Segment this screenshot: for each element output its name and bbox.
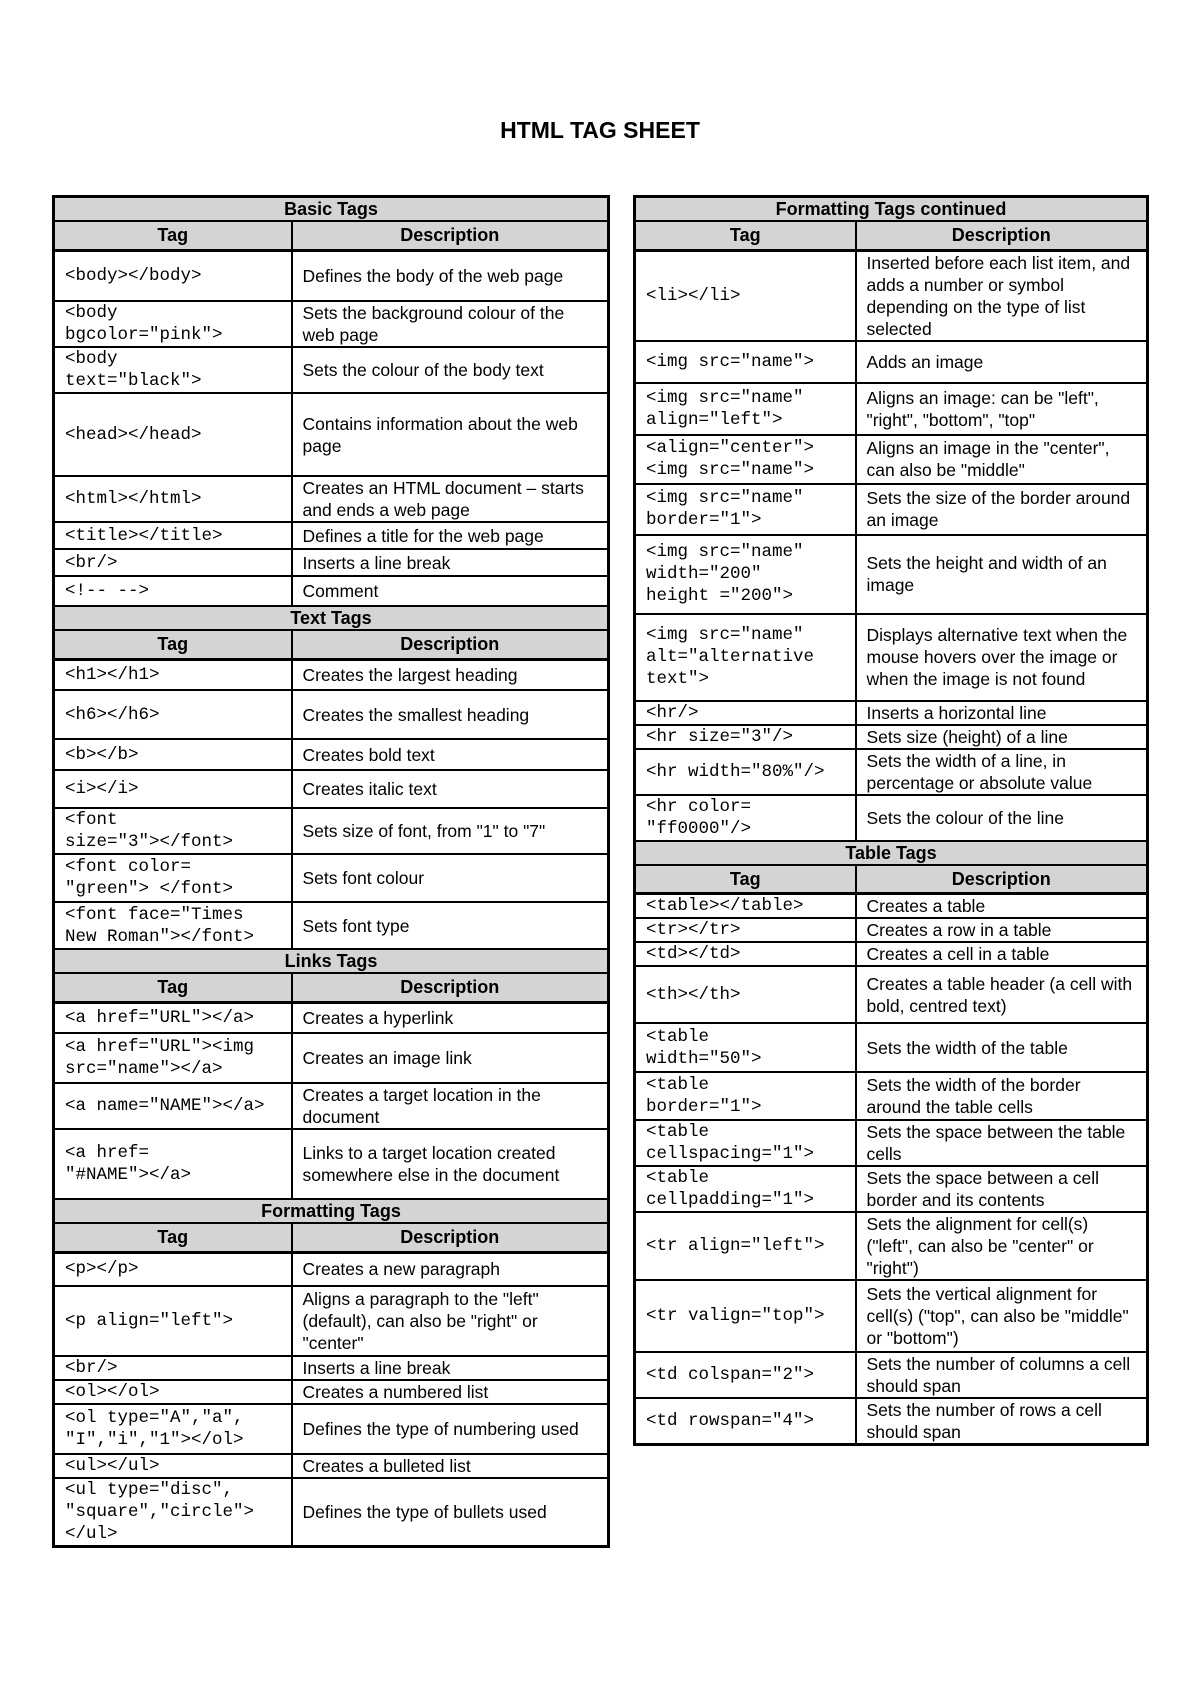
description-cell: Creates a row in a table bbox=[856, 918, 1148, 942]
description-cell: Aligns an image in the "center", can also be "middle" bbox=[856, 435, 1148, 484]
tag-table-right bbox=[633, 195, 1149, 1446]
description-cell: Aligns a paragraph to the "left" (default), can also be "right" or "center" bbox=[292, 1286, 609, 1356]
description-cell: Sets the colour of the body text bbox=[292, 347, 609, 393]
tag-row bbox=[54, 576, 609, 606]
description-cell: Creates italic text bbox=[292, 770, 609, 808]
tag-row bbox=[54, 770, 609, 808]
column-header-description: Description bbox=[292, 1223, 609, 1252]
column-header-row bbox=[635, 221, 1148, 250]
description-cell: Sets the height and width of an image bbox=[856, 535, 1148, 614]
tag-cell: <a href= "#NAME"></a> bbox=[54, 1129, 292, 1199]
tag-cell: <hr width="80%"/> bbox=[635, 749, 856, 795]
tag-cell: <ol></ol> bbox=[54, 1380, 292, 1404]
description-cell: Defines the type of bullets used bbox=[292, 1478, 609, 1547]
tag-cell: <font size="3"></font> bbox=[54, 808, 292, 854]
section-title: Basic Tags bbox=[54, 197, 609, 222]
tag-cell: <table border="1"> bbox=[635, 1072, 856, 1120]
tag-cell: <font face="Times New Roman"></font> bbox=[54, 902, 292, 949]
tag-cell: <br/> bbox=[54, 1356, 292, 1380]
description-cell: Sets the number of columns a cell should span bbox=[856, 1352, 1148, 1398]
column-header-description: Description bbox=[292, 221, 609, 250]
description-cell: Adds an image bbox=[856, 341, 1148, 383]
description-cell: Aligns an image: can be "left", "right", "bottom", "top" bbox=[856, 383, 1148, 435]
section-title: Links Tags bbox=[54, 949, 609, 973]
description-cell: Creates a table bbox=[856, 894, 1148, 919]
tag-cell: <p align="left"> bbox=[54, 1286, 292, 1356]
page-title: HTML TAG SHEET bbox=[500, 117, 700, 143]
tag-row bbox=[54, 690, 609, 739]
column-header-description: Description bbox=[292, 630, 609, 659]
tag-row bbox=[54, 1380, 609, 1404]
description-cell: Creates bold text bbox=[292, 739, 609, 770]
tag-cell: <head></head> bbox=[54, 393, 292, 476]
description-cell: Comment bbox=[292, 576, 609, 606]
column-header-row bbox=[54, 221, 609, 250]
description-cell: Defines the body of the web page bbox=[292, 250, 609, 301]
tag-cell: <table cellpadding="1"> bbox=[635, 1166, 856, 1212]
tag-row bbox=[54, 549, 609, 576]
tag-cell: <hr/> bbox=[635, 701, 856, 725]
description-cell: Sets the width of the border around the table cells bbox=[856, 1072, 1148, 1120]
tag-row bbox=[54, 301, 609, 347]
column-header-tag: Tag bbox=[54, 630, 292, 659]
description-cell: Sets the colour of the line bbox=[856, 795, 1148, 841]
tag-row bbox=[54, 522, 609, 549]
description-cell: Creates an image link bbox=[292, 1033, 609, 1083]
description-cell: Sets the width of the table bbox=[856, 1023, 1148, 1072]
description-cell: Creates a new paragraph bbox=[292, 1252, 609, 1286]
description-cell: Sets size of font, from "1" to "7" bbox=[292, 808, 609, 854]
tag-row bbox=[54, 854, 609, 902]
tag-cell: <a name="NAME"></a> bbox=[54, 1083, 292, 1129]
description-cell: Creates the smallest heading bbox=[292, 690, 609, 739]
description-cell: Creates the largest heading bbox=[292, 659, 609, 690]
tag-row bbox=[635, 535, 1148, 614]
tag-cell: <tr></tr> bbox=[635, 918, 856, 942]
column-header-tag: Tag bbox=[54, 973, 292, 1002]
tag-cell: <tr align="left"> bbox=[635, 1212, 856, 1280]
tag-cell: <font color= "green"> </font> bbox=[54, 854, 292, 902]
tag-row bbox=[54, 1129, 609, 1199]
description-cell: Creates an HTML document – starts and ends a web page bbox=[292, 476, 609, 522]
tag-row bbox=[54, 347, 609, 393]
tag-cell: <align="center"> <img src="name"> bbox=[635, 435, 856, 484]
tag-cell: <img src="name" border="1"> bbox=[635, 484, 856, 535]
tag-cell: <hr color= "ff0000"/> bbox=[635, 795, 856, 841]
tag-row bbox=[635, 435, 1148, 484]
tag-cell: <!-- --> bbox=[54, 576, 292, 606]
tag-row bbox=[635, 942, 1148, 966]
tag-cell: <ol type="A","a", "I","i","1"></ol> bbox=[54, 1404, 292, 1454]
description-cell: Inserts a horizontal line bbox=[856, 701, 1148, 725]
tag-row bbox=[54, 1002, 609, 1033]
tag-cell: <a href="URL"></a> bbox=[54, 1002, 292, 1033]
tag-row bbox=[54, 1083, 609, 1129]
tag-row bbox=[635, 1166, 1148, 1212]
tag-row bbox=[635, 966, 1148, 1023]
tag-table-left bbox=[52, 195, 610, 1548]
tag-row bbox=[54, 1356, 609, 1380]
description-cell: Sets the vertical alignment for cell(s) ("top", can also be "middle" or "bottom") bbox=[856, 1280, 1148, 1352]
tag-row bbox=[635, 701, 1148, 725]
section-title: Table Tags bbox=[635, 841, 1148, 865]
description-cell: Contains information about the web page bbox=[292, 393, 609, 476]
tag-row bbox=[54, 476, 609, 522]
tag-row bbox=[54, 393, 609, 476]
tag-row bbox=[54, 1033, 609, 1083]
column-header-tag: Tag bbox=[635, 221, 856, 250]
section-header bbox=[54, 1199, 609, 1223]
description-cell: Creates a target location in the document bbox=[292, 1083, 609, 1129]
description-cell: Defines the type of numbering used bbox=[292, 1404, 609, 1454]
column-header-description: Description bbox=[856, 865, 1148, 894]
description-cell: Creates a hyperlink bbox=[292, 1002, 609, 1033]
tag-cell: <body bgcolor="pink"> bbox=[54, 301, 292, 347]
tag-cell: <table width="50"> bbox=[635, 1023, 856, 1072]
tag-row bbox=[635, 383, 1148, 435]
description-cell: Sets the alignment for cell(s) ("left", can also be "center" or "right") bbox=[856, 1212, 1148, 1280]
tag-cell: <p></p> bbox=[54, 1252, 292, 1286]
column-header-row bbox=[54, 1223, 609, 1252]
tag-cell: <h1></h1> bbox=[54, 659, 292, 690]
section-header bbox=[54, 197, 609, 222]
tag-row bbox=[635, 1212, 1148, 1280]
description-cell: Sets the background colour of the web page bbox=[292, 301, 609, 347]
tag-cell: <html></html> bbox=[54, 476, 292, 522]
tag-row bbox=[54, 1404, 609, 1454]
tag-row bbox=[635, 1072, 1148, 1120]
tag-row bbox=[54, 1286, 609, 1356]
section-title: Formatting Tags bbox=[54, 1199, 609, 1223]
tag-cell: <img src="name" width="200" height ="200"> bbox=[635, 535, 856, 614]
tag-row bbox=[635, 795, 1148, 841]
description-cell: Creates a bulleted list bbox=[292, 1454, 609, 1478]
description-cell: Creates a cell in a table bbox=[856, 942, 1148, 966]
tag-row bbox=[54, 1478, 609, 1547]
tag-cell: <a href="URL"><img src="name"></a> bbox=[54, 1033, 292, 1083]
section-header bbox=[635, 841, 1148, 865]
description-cell: Sets the size of the border around an image bbox=[856, 484, 1148, 535]
column-header-row bbox=[54, 630, 609, 659]
tag-cell: <h6></h6> bbox=[54, 690, 292, 739]
column-header-tag: Tag bbox=[635, 865, 856, 894]
tag-row bbox=[54, 902, 609, 949]
tag-cell: <i></i> bbox=[54, 770, 292, 808]
tag-cell: <hr size="3"/> bbox=[635, 725, 856, 749]
tag-row bbox=[635, 250, 1148, 341]
section-title: Formatting Tags continued bbox=[635, 197, 1148, 222]
description-cell: Sets font colour bbox=[292, 854, 609, 902]
tag-row bbox=[635, 1352, 1148, 1398]
description-cell: Sets the space between the table cells bbox=[856, 1120, 1148, 1166]
tag-cell: <th></th> bbox=[635, 966, 856, 1023]
description-cell: Inserts a line break bbox=[292, 549, 609, 576]
tag-cell: <img src="name" align="left"> bbox=[635, 383, 856, 435]
tag-row bbox=[635, 341, 1148, 383]
tag-cell: <tr valign="top"> bbox=[635, 1280, 856, 1352]
tag-row bbox=[635, 1398, 1148, 1445]
description-cell: Creates a numbered list bbox=[292, 1380, 609, 1404]
column-header-tag: Tag bbox=[54, 1223, 292, 1252]
tag-row bbox=[54, 1252, 609, 1286]
tag-cell: <b></b> bbox=[54, 739, 292, 770]
description-cell: Creates a table header (a cell with bold, centred text) bbox=[856, 966, 1148, 1023]
description-cell: Sets size (height) of a line bbox=[856, 725, 1148, 749]
tag-row bbox=[635, 894, 1148, 919]
description-cell: Sets font type bbox=[292, 902, 609, 949]
description-cell: Links to a target location created somewhere else in the document bbox=[292, 1129, 609, 1199]
tag-cell: <title></title> bbox=[54, 522, 292, 549]
tag-cell: <td rowspan="4"> bbox=[635, 1398, 856, 1445]
tag-cell: <img src="name" alt="alternative text"> bbox=[635, 614, 856, 701]
description-cell: Sets the space between a cell border and its contents bbox=[856, 1166, 1148, 1212]
column-header-description: Description bbox=[856, 221, 1148, 250]
section-header bbox=[54, 606, 609, 630]
tag-cell: <br/> bbox=[54, 549, 292, 576]
tag-row bbox=[635, 484, 1148, 535]
section-header bbox=[635, 197, 1148, 222]
tag-cell: <td colspan="2"> bbox=[635, 1352, 856, 1398]
tag-row bbox=[635, 1120, 1148, 1166]
tag-row bbox=[54, 739, 609, 770]
column-header-tag: Tag bbox=[54, 221, 292, 250]
tag-cell: <body text="black"> bbox=[54, 347, 292, 393]
tag-row bbox=[635, 725, 1148, 749]
column-header-description: Description bbox=[292, 973, 609, 1002]
tag-cell: <ul type="disc", "square","circle"> </ul> bbox=[54, 1478, 292, 1547]
tag-row bbox=[635, 918, 1148, 942]
tag-row bbox=[635, 1280, 1148, 1352]
tag-cell: <table cellspacing="1"> bbox=[635, 1120, 856, 1166]
tag-cell: <img src="name"> bbox=[635, 341, 856, 383]
description-cell: Sets the number of rows a cell should span bbox=[856, 1398, 1148, 1445]
tag-cell: <table></table> bbox=[635, 894, 856, 919]
tag-cell: <body></body> bbox=[54, 250, 292, 301]
tag-row bbox=[54, 808, 609, 854]
column-header-row bbox=[635, 865, 1148, 894]
section-title: Text Tags bbox=[54, 606, 609, 630]
tag-row bbox=[635, 614, 1148, 701]
tag-row bbox=[54, 1454, 609, 1478]
column-header-row bbox=[54, 973, 609, 1002]
tag-cell: <td></td> bbox=[635, 942, 856, 966]
tag-row bbox=[635, 749, 1148, 795]
tag-row bbox=[54, 659, 609, 690]
description-cell: Sets the width of a line, in percentage or absolute value bbox=[856, 749, 1148, 795]
tag-cell: <ul></ul> bbox=[54, 1454, 292, 1478]
description-cell: Defines a title for the web page bbox=[292, 522, 609, 549]
tag-row bbox=[54, 250, 609, 301]
description-cell: Inserts a line break bbox=[292, 1356, 609, 1380]
section-header bbox=[54, 949, 609, 973]
description-cell: Inserted before each list item, and adds a number or symbol depending on the type of list selected bbox=[856, 250, 1148, 341]
description-cell: Displays alternative text when the mouse hovers over the image or when the image is not found bbox=[856, 614, 1148, 701]
tag-cell: <li></li> bbox=[635, 250, 856, 341]
tag-row bbox=[635, 1023, 1148, 1072]
